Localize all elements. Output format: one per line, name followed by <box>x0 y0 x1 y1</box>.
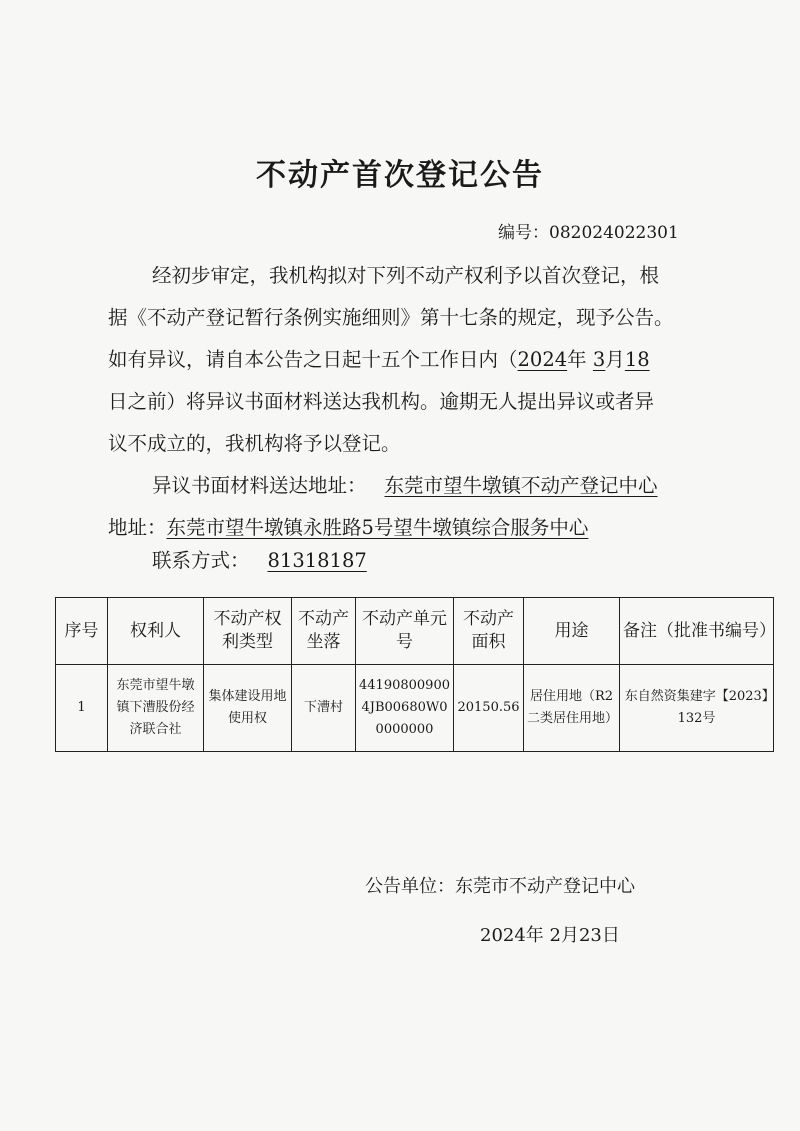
address-line <box>108 512 647 540</box>
header-unit-number: 不动产单元号 <box>356 598 454 665</box>
body-line-2: 据《不动产登记暂行条例实施细则》第十七条的规定，现予公告。 <box>108 306 674 329</box>
contact-value: 81318187 <box>267 549 367 572</box>
year-char: 年 <box>567 348 587 371</box>
issue-date: 2024年 2月23日 <box>480 925 620 946</box>
body-line-4: 日之前）将异议书面材料送达我机构。逾期无人提出异议或者异 <box>108 390 655 413</box>
cell-remarks: 东自然资集建字【2023】132号 <box>620 665 774 752</box>
body-line-3-text: 如有异议，请自本公告之日起十五个工作日内（ <box>108 348 518 371</box>
table-header-row <box>56 598 774 665</box>
body-line-5: 议不成立的，我机构将予以登记。 <box>108 432 401 455</box>
cell-owner: 东莞市望牛墩镇下漕股份经济联合社 <box>108 665 204 752</box>
header-right-type: 不动产权利类型 <box>204 598 292 665</box>
property-table <box>55 597 774 752</box>
cell-right-type: 集体建设用地使用权 <box>204 665 292 752</box>
header-remarks: 备注（批准书编号） <box>620 598 774 665</box>
cell-usage: 居住用地（R2二类居住用地） <box>524 665 620 752</box>
objection-label: 异议书面材料送达地址： <box>152 474 367 497</box>
page-title: 不动产首次登记公告 <box>256 158 544 193</box>
contact-line <box>152 545 458 573</box>
address-value: 东莞市望牛墩镇永胜路5号望牛墩镇综合服务中心 <box>166 516 589 539</box>
header-area: 不动产面积 <box>454 598 524 665</box>
header-usage: 用途 <box>524 598 620 665</box>
document-number: 编号：082024022301 <box>498 223 679 243</box>
objection-value: 东莞市望牛墩镇不动产登记中心 <box>384 474 658 497</box>
header-owner: 权利人 <box>108 598 204 665</box>
objection-address-line <box>152 470 658 498</box>
deadline-day: 18 <box>624 348 650 371</box>
address-label: 地址： <box>108 516 167 539</box>
deadline-month: 3 <box>592 348 606 371</box>
contact-label: 联系方式： <box>152 549 250 572</box>
cell-index: 1 <box>56 665 108 752</box>
issuer-line <box>365 872 635 898</box>
cell-location: 下漕村 <box>292 665 356 752</box>
cell-area: 20150.56 <box>454 665 524 752</box>
issuer-label: 公告单位： <box>365 876 455 897</box>
cell-unit-number: 441908009004JB00680W00000000 <box>356 665 454 752</box>
deadline-year: 2024 <box>517 348 568 371</box>
header-location: 不动产坐落 <box>292 598 356 665</box>
table-row <box>56 665 774 752</box>
month-char: 月 <box>605 348 625 371</box>
body-line-3 <box>108 344 650 372</box>
header-index: 序号 <box>56 598 108 665</box>
issuer-name: 东莞市不动产登记中心 <box>455 876 635 897</box>
body-line-1: 经初步审定，我机构拟对下列不动产权利予以首次登记，根 <box>152 264 660 287</box>
